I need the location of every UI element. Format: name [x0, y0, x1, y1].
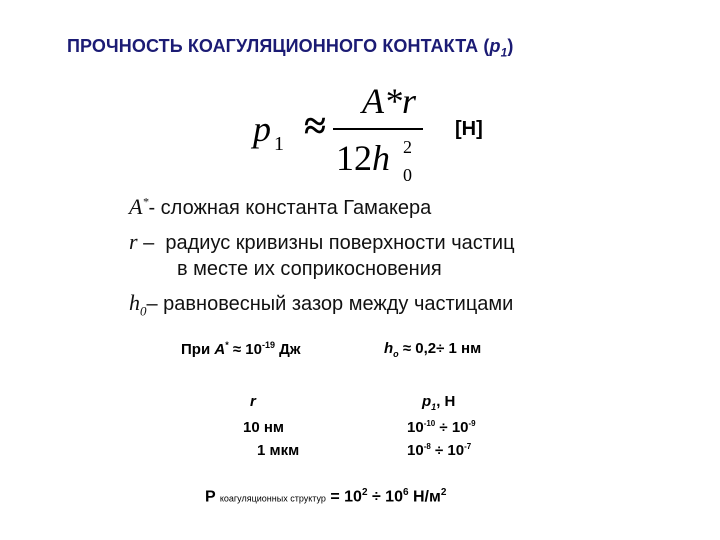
- table-header-r: r: [250, 393, 256, 410]
- definition-a: A*- сложная константа Гамакера: [129, 194, 432, 219]
- formula-denominator: 12h: [336, 138, 390, 178]
- formula-denominator-superscript: 2: [403, 137, 412, 157]
- formula-lhs: p: [253, 109, 271, 149]
- formula-unit: [Н]: [455, 118, 483, 140]
- table-row-p1: $10^{-10} \div 10^{-9}$: [407, 419, 476, 436]
- formula-numerator: A*r: [362, 81, 416, 121]
- page-title: ПРОЧНОСТЬ КОАГУЛЯЦИОННОГО КОНТАКТА $(p_1)$: [67, 36, 514, 60]
- approx-symbol: ≈: [304, 103, 326, 148]
- fraction-bar: [333, 128, 423, 130]
- definition-r: r – радиус кривизны поверхности частиц: [129, 229, 515, 254]
- table-row-r: 10 нм: [243, 419, 285, 436]
- definition-h: $h_0-$ равновесный зазор между частицами: [129, 290, 514, 319]
- table-row-p1: $10^{-8} \div 10^{-7}$: [407, 442, 472, 459]
- condition-a: При $A^* \approx 10^{-19}$ Дж: [181, 340, 301, 358]
- table-row-r: 1 мкм: [257, 442, 300, 459]
- condition-h: $h_o \approx 0,2\div 1$ нм: [384, 340, 482, 359]
- table-header-p1: $p_1$, Н: [422, 393, 456, 412]
- coagulation-strength-range: P коагуляционных структур = $10^2 \div 10^6$ $Н/м^2$: [205, 487, 447, 506]
- formula-denominator-subscript: 0: [403, 165, 412, 185]
- formula-lhs-subscript: 1: [274, 133, 284, 155]
- definition-r-line2: в месте их соприкосновения: [177, 258, 442, 280]
